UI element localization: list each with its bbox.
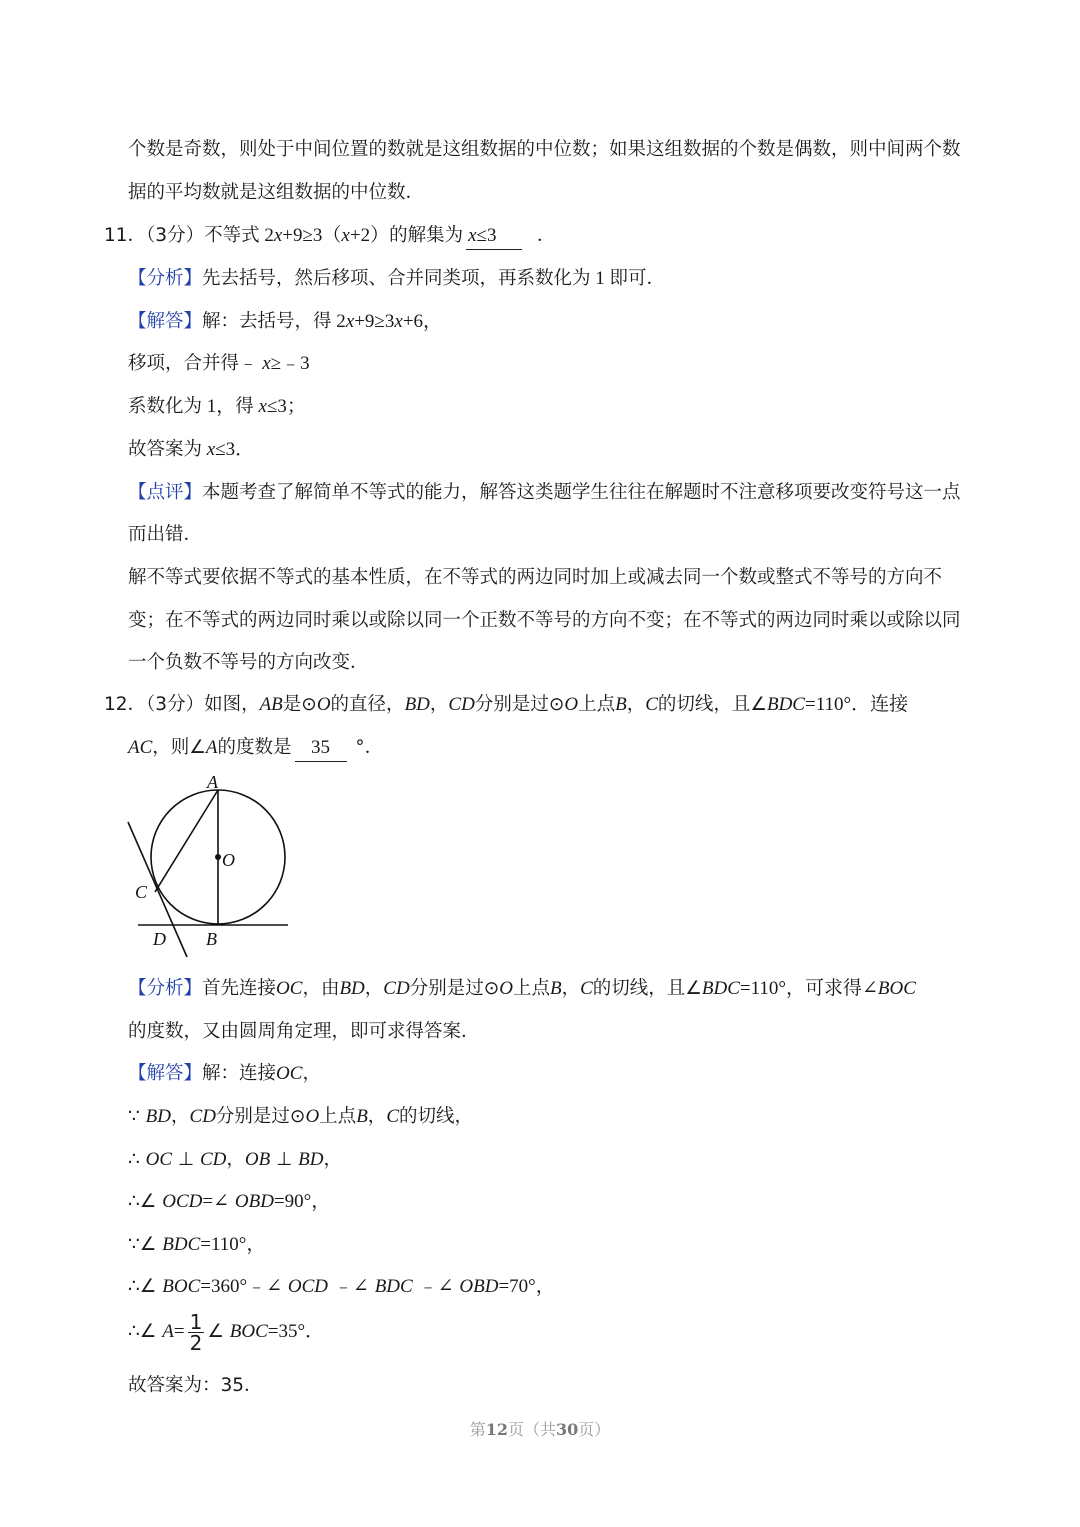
solution-line: ∵∠ BDC=110°， xyxy=(128,1234,266,1255)
fraction: $\frac{1}{2}$ xyxy=(189,1309,203,1355)
analysis-paragraph: 【分析】首先连接OC，由BD，CD分别是过⊙O上点B，C的切线，且∠BDC=110°，可求得∠BOC xyxy=(128,978,916,999)
label-d: D xyxy=(153,929,166,949)
solution-line: 故答案为 x≤3． xyxy=(128,439,255,460)
question-11-stem: 11．（3分）不等式 2x+9≥3（x+2）的解集为 x≤3 ． xyxy=(104,223,555,250)
comment-paragraph: 而出错． xyxy=(128,524,203,545)
answer-blank: 35 xyxy=(295,735,347,762)
label-c: C xyxy=(135,882,148,902)
solution-line: 【解答】解：连接OC， xyxy=(128,1063,321,1084)
solution-tag: 【解答】 xyxy=(128,1063,203,1084)
solution-line: ∴∠ OCD=∠ OBD=90°， xyxy=(128,1191,331,1212)
page-footer: 第12页（共30页） xyxy=(469,1420,611,1439)
label-a: A xyxy=(207,772,218,792)
label-o: O xyxy=(222,850,235,870)
center-point xyxy=(215,854,221,860)
analysis-tag: 【分析】 xyxy=(128,268,203,289)
solution-line: 【解答】解：去括号，得 2x+9≥3x+6， xyxy=(128,311,443,332)
solution-line: ∴∠ A= $\frac{1}{2}$ ∠ BOC=35°． xyxy=(128,1309,325,1355)
final-answer-line: 故答案为：35． xyxy=(128,1375,263,1396)
label-b: B xyxy=(206,929,217,949)
solution-line: 移项，合并得﹣ x≥﹣3 xyxy=(128,353,310,374)
solution-line: 系数化为 1，得 x≤3； xyxy=(128,396,306,417)
chord-ac xyxy=(155,790,218,892)
comment-paragraph: 【点评】本题考查了解简单不等式的能力，解答这类题学生往往在解题时不注意移项要改变符号这一点 xyxy=(128,482,961,503)
analysis-paragraph: 【分析】先去括号，然后移项、合并同类项，再系数化为 1 即可． xyxy=(128,268,666,289)
question-12-stem: 12．（3分）如图，AB是⊙O的直径，BD，CD分别是过⊙O上点B，C的切线，且∠BDC=110°．连接 xyxy=(104,694,909,715)
question-12-stem: AC，则∠A的度数是 35 °． xyxy=(128,735,383,762)
solution-line: ∴ OC ⊥ CD，OB ⊥ BD， xyxy=(128,1149,342,1170)
paragraph-line: 据的平均数就是这组数据的中位数． xyxy=(128,182,425,203)
note-paragraph: 解不等式要依据不等式的基本性质，在不等式的两边同时加上或减去同一个数或整式不等号的方向不 xyxy=(128,567,943,588)
analysis-paragraph: 的度数，又由圆周角定理，即可求得答案． xyxy=(128,1021,480,1042)
solution-line: ∵ BD，CD分别是过⊙O上点B，C的切线， xyxy=(128,1106,474,1127)
solution-line: ∴∠ BOC=360°﹣∠ OCD ﹣∠ BDC ﹣∠ OBD=70°， xyxy=(128,1276,555,1297)
paragraph-line: 个数是奇数，则处于中间位置的数就是这组数据的中位数；如果这组数据的个数是偶数，则中间两个数 xyxy=(128,139,961,160)
note-paragraph: 变；在不等式的两边同时乘以或除以同一个正数不等号的方向不变；在不等式的两边同时乘以或除以同 xyxy=(128,610,961,631)
solution-tag: 【解答】 xyxy=(128,311,203,332)
analysis-tag: 【分析】 xyxy=(128,978,203,999)
comment-tag: 【点评】 xyxy=(128,482,203,503)
geometry-figure xyxy=(120,770,320,970)
note-paragraph: 一个负数不等号的方向改变． xyxy=(128,652,369,673)
answer-blank: x≤3 xyxy=(466,223,522,250)
